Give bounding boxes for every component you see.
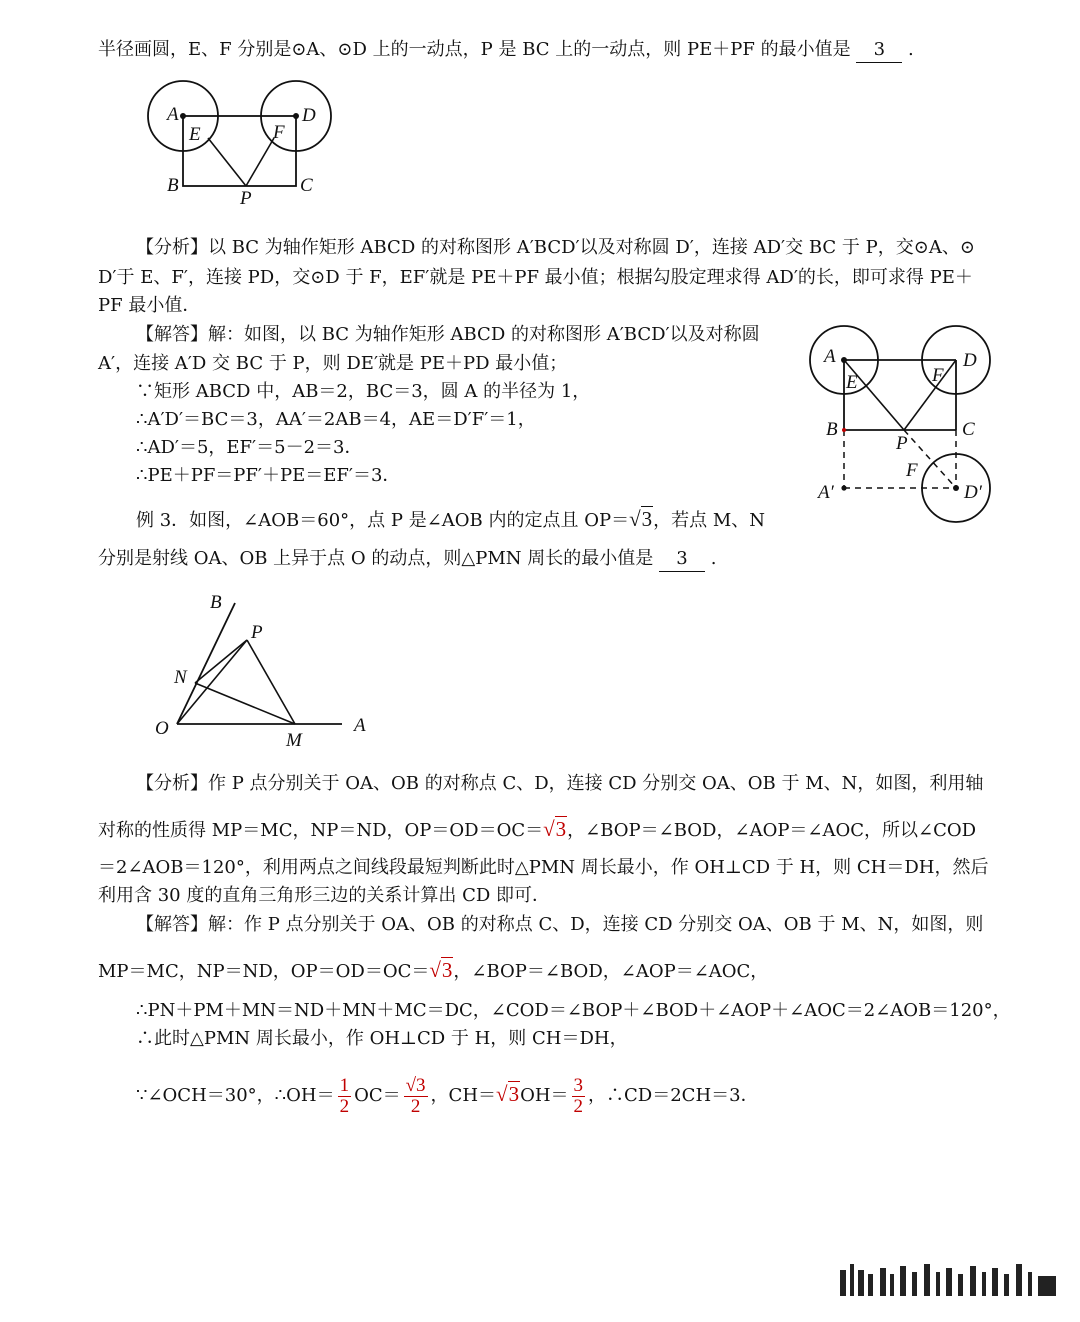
point-b-red (842, 428, 846, 432)
analysis-text: 以 BC 为轴作矩形 ABCD 的对称图形 A′BCD′以及对称圆 D′，连接 AD′交 BC 于 P，交⊙A、⊙ (208, 237, 975, 258)
label-d: D (302, 105, 316, 126)
ex2-solution-line2 (98, 352, 567, 376)
ex2-analysis-line2 (98, 266, 973, 290)
intro-text: 半径画圆，E、F 分别是⊙A、⊙D 上的一动点，P 是 BC 上的一动点，则 PE＋PF 的最小值是 (98, 39, 851, 60)
point-d-prime (953, 485, 959, 491)
analysis-text: 对称的性质得 MP＝MC，NP＝ND，OP＝OD＝OC＝ (98, 820, 544, 841)
figure-reflection (808, 318, 1008, 528)
watermark-barcode-icon (840, 1264, 1056, 1300)
ex3-end: . (710, 548, 717, 569)
ex2-solution-line4 (136, 408, 536, 432)
ex3-analysis-line2 (98, 814, 976, 846)
ex3-answer-blank (659, 547, 705, 572)
solution-text: MP＝MC，NP＝ND，OP＝OD＝OC＝ (98, 961, 430, 982)
label-f: F (932, 365, 944, 386)
solution-text: ∴PE＋PF＝PF′＋PE＝EF′＝3． (136, 465, 401, 486)
analysis-text: 作 P 点分别关于 OA、OB 的对称点 C、D，连接 CD 分别交 OA、OB 于 M、N，如图，利用轴 (208, 773, 984, 794)
solution-tag: 【解答】 (136, 324, 208, 345)
ex3-solution-line2 (98, 955, 768, 987)
sqrt-symbol: √3 (429, 958, 453, 982)
label-f: F (273, 122, 285, 143)
label-b: B (210, 592, 222, 613)
point-a (841, 357, 847, 363)
label-p: P (896, 433, 908, 454)
solution-text: ，CH＝ (430, 1085, 497, 1106)
solution-text: ∴此时△PMN 周长最小，作 OH⊥CD 于 H，则 CH＝DH， (136, 1028, 628, 1049)
point-a-prime (841, 485, 846, 490)
sqrt-symbol: √3 (543, 817, 567, 841)
solution-text: OC＝ (354, 1085, 401, 1106)
solution-text: ，∴CD＝2CH＝3． (588, 1085, 759, 1106)
segment-ep (208, 138, 246, 186)
analysis-text: ＝2∠AOB＝120°，利用两点之间线段最短判断此时△PMN 周长最小，作 OH⊥CD 于 H，则 CH＝DH，然后 (98, 857, 989, 878)
ex3-analysis-line1 (136, 772, 983, 796)
intro-end: . (908, 39, 914, 60)
label-a: A (824, 346, 836, 367)
ex3-text: 分别是射线 OA、OB 上异于点 O 的动点，则△PMN 周长的最小值是 (98, 548, 654, 569)
analysis-text: 利用含 30 度的直角三角形三边的关系计算出 CD 即可． (98, 885, 550, 906)
segment-pd (904, 360, 956, 430)
ex3-answer: 3 (676, 548, 688, 569)
ex2-solution-line5 (136, 436, 363, 460)
ray-ob (177, 603, 235, 724)
label-p: P (240, 188, 252, 209)
label-b: B (167, 175, 179, 196)
ex2-solution-line6 (136, 464, 400, 488)
label-a: A (167, 104, 179, 125)
point-d (293, 113, 299, 119)
label-e: E (846, 372, 858, 393)
solution-text: ∴PN＋PM＋MN＝ND＋MN＋MC＝DC，∠COD＝∠BOP＋∠BOD＋∠AOP＋∠AOC＝2∠AOB＝120°， (136, 1000, 1011, 1021)
label-b: B (826, 419, 838, 440)
label-n: N (174, 667, 187, 688)
solution-tag: 【解答】 (136, 914, 208, 935)
label-f-prime: F (906, 460, 918, 481)
ex2-analysis-line1 (136, 236, 975, 260)
solution-text: 解：作 P 点分别关于 OA、OB 的对称点 C、D，连接 CD 分别交 OA、OB 于 M、N，如图，则 (208, 914, 984, 935)
ex3-analysis-line3 (98, 856, 989, 880)
label-a: A (354, 715, 366, 736)
ex3-solution-line3 (136, 999, 1011, 1023)
ex3-line2 (98, 547, 716, 572)
solution-text: ∵矩形 ABCD 中，AB＝2，BC＝3，圆 A 的半径为 1， (136, 381, 591, 402)
label-e: E (189, 124, 201, 145)
analysis-text: PF 最小值． (98, 295, 201, 316)
solution-text: OH＝ (520, 1085, 569, 1106)
ex3-text: ，若点 M、N (653, 510, 766, 531)
ex2-solution-line1 (136, 323, 760, 347)
solution-text: ∴A′D′＝BC＝3，AA′＝2AB＝4，AE＝D′F′＝1， (136, 409, 536, 430)
intro-answer-blank (856, 38, 902, 63)
fraction-three-halves: $\frac{3}{2}$ (573, 1074, 584, 1117)
segment-nm (195, 683, 295, 724)
intro-line (98, 38, 914, 63)
analysis-text: D′于 E、F′，连接 PD，交⊙D 于 F，EF′就是 PE＋PF 最小值；根据勾股定理求得 AD′的长，即可求得 PE＋ (98, 267, 973, 288)
analysis-tag: 【分析】 (136, 237, 208, 258)
solution-text: ，∠BOP＝∠BOD，∠AOP＝∠AOC， (453, 961, 769, 982)
fraction-one-half: $\frac{1}{2}$ (339, 1074, 350, 1117)
intro-answer: 3 (873, 39, 886, 60)
label-a-prime: A′ (818, 482, 834, 503)
label-c: C (300, 175, 313, 196)
label-o: O (155, 718, 169, 739)
ex3-solution-line5 (136, 1072, 759, 1118)
ex3-solution-line1 (136, 913, 983, 937)
analysis-text: ，∠BOP＝∠BOD，∠AOP＝∠AOC，所以∠COD (567, 820, 977, 841)
solution-text: A′，连接 A′D 交 BC 于 P，则 DE′就是 PE＋PD 最小值； (98, 353, 568, 374)
point-a (180, 113, 186, 119)
ex2-solution-line3 (136, 380, 590, 404)
ex2-analysis-line3 (98, 294, 200, 318)
label-c: C (962, 419, 975, 440)
solution-text: ∴AD′＝5，EF′＝5－2＝3． (136, 437, 363, 458)
label-d-prime: D′ (964, 482, 982, 503)
label-d: D (963, 350, 977, 371)
segment-pn (195, 640, 247, 683)
sqrt-symbol: √3 (629, 507, 653, 531)
sqrt-symbol: √3 (496, 1082, 520, 1106)
figure-circles-rectangle (140, 76, 340, 210)
ex3-solution-line4 (136, 1027, 628, 1051)
figure-angle-triangle (150, 588, 380, 750)
segment-ap (844, 360, 904, 430)
ex3-text: 例 3．如图，∠AOB＝60°，点 P 是∠AOB 内的定点且 OP＝ (136, 510, 630, 531)
ex3-analysis-line4 (98, 884, 550, 908)
label-m: M (286, 730, 302, 750)
label-p: P (251, 622, 263, 643)
fraction-root3-over-2: $\frac{√3}{2}$ (405, 1074, 426, 1117)
segment-fp (246, 138, 274, 186)
solution-text: ∵∠OCH＝30°，∴OH＝ (136, 1085, 335, 1106)
segment-pm (247, 640, 295, 724)
solution-text: 解：如图，以 BC 为轴作矩形 ABCD 的对称图形 A′BCD′以及对称圆 (208, 324, 760, 345)
analysis-tag: 【分析】 (136, 773, 208, 794)
ex3-line1 (136, 504, 765, 536)
